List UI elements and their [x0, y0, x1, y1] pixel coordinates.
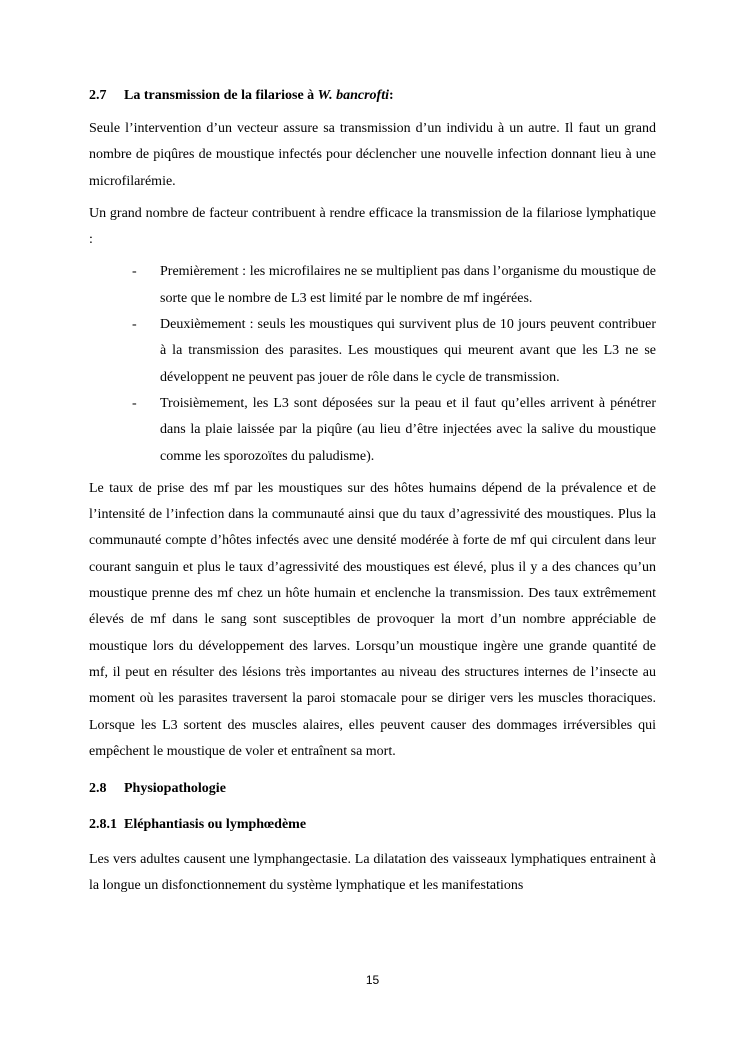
section-title-italic: W. bancrofti [317, 88, 389, 103]
paragraph-factors: Un grand nombre de facteur contribuent à rendre efficace la transmission de la filariose lymphatique : [89, 205, 656, 248]
list-bullet: - [132, 264, 137, 280]
list-item [89, 312, 656, 391]
section-number: 2.7 [89, 88, 107, 103]
section-number: 2.8 [89, 781, 107, 797]
list-item-text: Troisièmement, les L3 sont déposées sur la peau et il faut qu’elles arrivent à pénétrer dans la plaie laissée par la piqûre (au lieu d’être injectées avec la salive du moustique comme les sporozoïtes du paludisme). [160, 395, 656, 464]
section-title: Physiopathologie [124, 781, 226, 797]
section-title-end: : [388, 88, 394, 103]
list-item-text: Premièrement : les microfilaires ne se multiplient pas dans l’organisme du moustique de sorte que le nombre de L3 est limité par le nombre de mf ingérées. [160, 264, 656, 306]
page-number: 15 [365, 973, 380, 987]
list-bullet: - [132, 395, 137, 411]
list-item [89, 259, 656, 312]
list-item-text: Deuxièmement : seuls les moustiques qui survivent plus de 10 jours peuvent contribuer à la transmission des parasites. Les moustiques qui meurent avant que les L3 ne se développent ne peuvent pas jouer de rôle dans le cycle de transmission. [160, 317, 656, 385]
paragraph-vector: Seule l’intervention d’un vecteur assure sa transmission d’un individu à un autre. Il faut un grand nombre de piqûres de moustique infectés pour déclencher une nouvelle infection donnant lieu à une microfilarémie. [89, 121, 656, 189]
section-number: 2.8.1 [89, 817, 117, 833]
paragraph-elephantiasis: Les vers adultes causent une lymphangectasie. La dilatation des vaisseaux lymphatiques entrainent à la longue un disfonctionnement du système lymphatique et les manifestations [89, 852, 656, 894]
paragraph-transmission-rate: Le taux de prise des mf par les moustiques sur des hôtes humains dépend de la prévalence et de l’intensité de l’infection dans la communauté ainsi que du taux d’agressivité des moustiques. Plus la communauté compte d’hôtes infectés avec une densité modérée à forte de mf qui circulent dans leur courant sanguin et plus le taux d’agressivité des moustiques est élevé, plus il y a des chances qu’un moustique prenne des mf chez un hôte humain et enclenche la transmission. Des taux extrêmement élevés de mf dans le sang sont susceptibles de provoquer la mort d’un nombre appréciable de moustique lors du développement des larves. Lorsqu’un moustique ingère une grande quantité de mf, il peut en résulter des lésions très importantes au niveau des structures internes de l’insecte au moment où les parasites traversent la paroi stomacale pour se diriger vers les muscles thoraciques. Lorsque les L3 sortent des muscles alaires, elles peuvent causer des dommages irréversibles qui empêchent le moustique de voler et entraînent sa mort. [89, 480, 656, 759]
document-page [89, 86, 656, 906]
list-bullet: - [132, 317, 137, 333]
section-heading-2-7 [89, 86, 656, 106]
section-title: Eléphantiasis ou lymphœdème [124, 817, 307, 833]
section-title: La transmission de la filariose à [124, 88, 318, 103]
section-heading-2-8 [89, 779, 656, 799]
list-item [89, 391, 656, 470]
factor-list [89, 259, 656, 469]
section-heading-2-8-1 [89, 815, 656, 835]
